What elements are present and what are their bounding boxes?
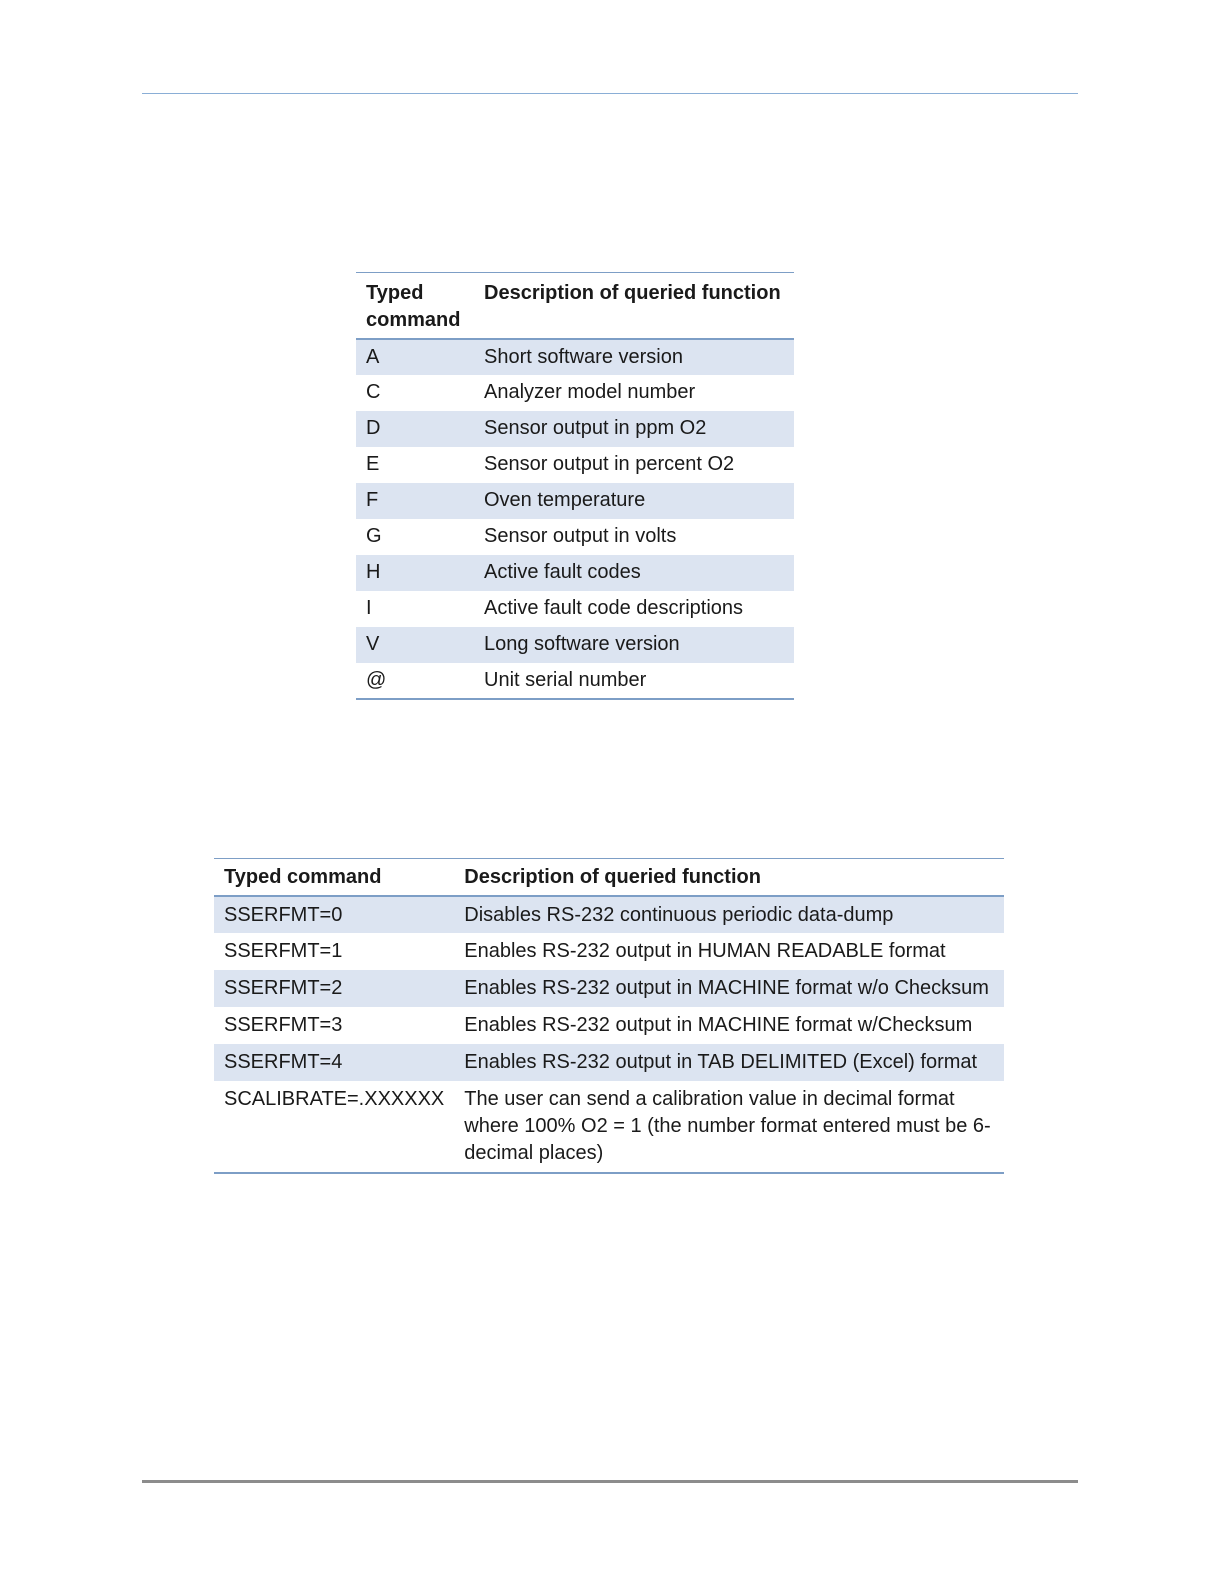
description-cell: Analyzer model number — [484, 381, 696, 403]
description-cell: Sensor output in volts — [484, 525, 677, 547]
table-row — [214, 896, 1004, 933]
table-row — [356, 519, 794, 555]
table-row — [356, 375, 794, 411]
table-row — [356, 411, 794, 447]
table-row — [356, 483, 794, 519]
table-row — [214, 970, 1004, 1007]
table-row — [214, 1081, 1004, 1173]
command-cell: A — [356, 339, 474, 375]
description-cell: Enables RS-232 output in MACHINE format w/o Checksum — [454, 970, 1004, 1007]
description-cell: Active fault codes — [474, 555, 794, 591]
column-header-description: Description of queried function — [454, 859, 1004, 897]
table-header-row — [356, 273, 794, 340]
command-cell: V — [356, 627, 474, 663]
column-header-command: Typed command — [356, 273, 474, 340]
command-cell: H — [356, 555, 474, 591]
description-cell: Unit serial number — [474, 663, 794, 699]
command-cell: D — [356, 411, 474, 447]
command-cell: C — [366, 381, 381, 403]
description-cell: Short software version — [474, 339, 794, 375]
table-row — [356, 447, 794, 483]
table-header-row — [214, 859, 1004, 897]
header-rule — [142, 93, 1078, 94]
table-row — [356, 339, 794, 375]
column-header-description: Description of queried function — [474, 273, 794, 340]
description-cell: Sensor output in ppm O2 — [474, 411, 794, 447]
command-cell: SSERFMT=0 — [214, 896, 454, 933]
description-cell: Enables RS-232 output in HUMAN READABLE format — [464, 940, 946, 962]
description-cell: Active fault code descriptions — [484, 597, 744, 619]
command-cell: SSERFMT=2 — [214, 970, 454, 1007]
command-cell: SSERFMT=4 — [214, 1044, 454, 1081]
query-command-table — [356, 272, 794, 700]
description-cell: Disables RS-232 continuous periodic data-dump — [454, 896, 1004, 933]
table-row — [214, 1007, 1004, 1044]
table-row — [214, 933, 1004, 970]
description-cell: Sensor output in percent O2 — [484, 453, 735, 475]
command-cell: SCALIBRATE=.XXXXXX — [214, 1081, 454, 1173]
command-cell: F — [356, 483, 474, 519]
table-row — [356, 591, 794, 627]
table-row — [356, 555, 794, 591]
table-row — [356, 663, 794, 699]
description-cell: Oven temperature — [474, 483, 794, 519]
command-cell: E — [366, 453, 380, 475]
description-cell: Enables RS-232 output in MACHINE format w/Checksum — [464, 1014, 973, 1036]
column-header-command: Typed command — [214, 859, 454, 897]
settings-command-table — [214, 858, 1004, 1174]
description-cell: The user can send a calibration value in decimal format where 100% O2 = 1 (the number format entered must be 6-decimal places) — [454, 1081, 1004, 1173]
command-cell: I — [366, 597, 372, 619]
command-cell: @ — [356, 663, 474, 699]
command-cell: SSERFMT=3 — [224, 1014, 343, 1036]
footer-rule — [142, 1480, 1078, 1483]
table-row — [214, 1044, 1004, 1081]
table-row — [356, 627, 794, 663]
command-cell: SSERFMT=1 — [224, 940, 343, 962]
command-cell: G — [366, 525, 382, 547]
description-cell: Enables RS-232 output in TAB DELIMITED (Excel) format — [454, 1044, 1004, 1081]
description-cell: Long software version — [474, 627, 794, 663]
